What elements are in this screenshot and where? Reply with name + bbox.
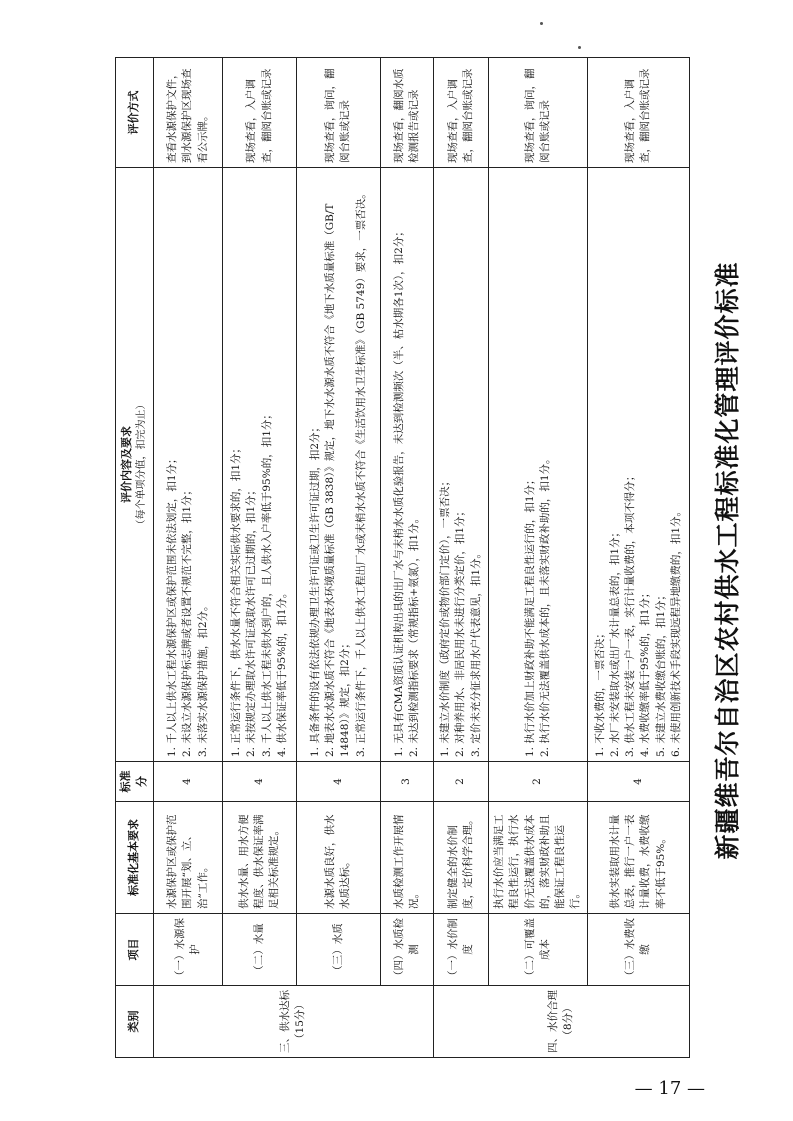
score-cell: 4	[223, 762, 297, 802]
content-line: 2. 未按规定办理取水许可证或取水许可已过期的，扣1分；	[245, 484, 258, 757]
content-line: 2. 对种养用水、非居民用水未进行分类定价，扣1分；	[454, 505, 467, 757]
method-cell: 现场查看，询问，翻阅台账或记录	[489, 58, 588, 168]
method-cell: 现场查看，入户调查，翻阅台账或记录	[433, 58, 488, 168]
method-cell: 现场查看，入户调查，翻阅台账或记录	[587, 58, 689, 168]
content-line: 1. 不收水费的，一票否决；	[593, 628, 606, 757]
requirement-cell: 水质检测工作开展情况。	[380, 802, 433, 914]
item-cell: （二）可覆盖成本	[489, 914, 588, 986]
scan-speck	[540, 22, 543, 25]
item-cell: （二）水量	[223, 914, 297, 986]
header-content-line2: （每个单项分值，扣完为止）	[136, 399, 148, 530]
content-cell	[489, 168, 588, 762]
method-cell: 现场查看，入户调查，翻阅台账或记录	[223, 58, 297, 168]
scan-speck	[578, 46, 581, 49]
content-line: 1. 具备条件的设有依法依规办理卫生许可证或卫生许可证过期，扣2分；	[308, 421, 321, 757]
content-line: 2. 执行水价无法覆盖供水成本的，且未落实财政补助的，扣1分。	[538, 453, 551, 757]
item-cell: （三）水费收缴	[587, 914, 689, 986]
score-cell: 2	[489, 762, 588, 802]
category-cell: 三、供水达标（15分）	[153, 986, 433, 1058]
header-method: 评价方式	[116, 58, 154, 168]
table-row	[433, 58, 488, 1058]
item-cell: （一）水价制度	[433, 914, 488, 986]
table-row	[587, 58, 689, 1058]
method-cell: 现场查看，翻阅水质检测报告或记录	[380, 58, 433, 168]
header-requirement: 标准化基本要求	[116, 802, 154, 914]
content-line: 1. 正常运行条件下，供水水量不符合相关实际供水要求的，扣1分；	[230, 442, 243, 757]
content-cell	[223, 168, 297, 762]
requirement-cell: 水源保护区或保护范围开展“划、立、治”工作。	[153, 802, 223, 914]
content-line: 3. 未落实水源保护措施，扣2分。	[196, 600, 209, 757]
table-row	[223, 58, 297, 1058]
category-cell: 四、水价合理（8分）	[433, 986, 689, 1058]
item-cell: （四）水质检测	[380, 914, 433, 986]
requirement-cell: 执行水价应当满足工程良性运行，执行水价无法覆盖供水成本的，落实财政补助且能保证工程良性运行。	[489, 802, 588, 914]
table-row	[153, 58, 223, 1058]
header-item: 项目	[116, 914, 154, 986]
method-cell: 查看水源保护文件，到水源保护区现场查看公示牌。	[153, 58, 223, 168]
content-line: 3. 定价未充分征求用水户代表意见，扣1分。	[469, 547, 482, 757]
requirement-cell: 制定健全的水价制度，定价科学合理。	[433, 802, 488, 914]
header-category: 类别	[116, 986, 154, 1058]
content-line: 2. 地表水水源水质不符合《地表水环境质量标准（GB 3838）》规定，地下水水源水质不符合《地下水质量标准（GB/T 14848）》规定，扣2分；	[324, 203, 352, 757]
content-cell	[153, 168, 223, 762]
content-line: 4. 水费收缴率低于95%的，扣1分；	[639, 587, 652, 757]
content-line: 3. 千人以上供水工程未供水到户的，且人供水入户率低于95%的，扣1分；	[260, 409, 273, 757]
table-row	[380, 58, 433, 1058]
content-line: 3. 供水工程未安装一户一表，实行计量收费的，本项不得分；	[624, 470, 637, 757]
requirement-cell: 供水水量、用水方便程度、供水保证率满足相关标准规定。	[223, 802, 297, 914]
method-cell: 现场查看，询问，翻阅台账或记录	[296, 58, 380, 168]
header-content	[116, 168, 154, 762]
item-cell: （一）水源保护	[153, 914, 223, 986]
content-line: 4. 供水保证率低于95%的，扣1分。	[275, 587, 288, 757]
requirement-cell: 供水实装取用水计量总表，推行一户一表计量收费，水费收缴率不低于95%。	[587, 802, 689, 914]
content-line: 1. 执行水价加上财政补助不能满足工程良性运行的，扣1分；	[523, 474, 536, 757]
content-line: 1. 未建立水价制度（政府定价或物价部门定价），一票否决；	[439, 475, 452, 757]
content-line: 1. 无具有CMA资质认证机构出具的出厂水与末梢水水质化验报告，未达到检测频次（半、枯水期各1次），扣2分；	[392, 226, 405, 757]
content-cell	[433, 168, 488, 762]
score-cell: 3	[380, 762, 433, 802]
content-cell	[380, 168, 433, 762]
content-line: 5. 未建立水费收缴台账的，扣1分；	[654, 589, 667, 757]
score-cell: 4	[153, 762, 223, 802]
score-cell: 2	[433, 762, 488, 802]
content-line: 2. 水厂未安装取水或出厂水计量总表的，扣1分；	[608, 526, 621, 757]
item-cell: （三）水质	[296, 914, 380, 986]
evaluation-table	[115, 57, 690, 1058]
score-cell: 4	[296, 762, 380, 802]
table-header-row	[116, 58, 154, 1058]
content-line: 1. 千人以上供水工程水源保护区或保护范围未依法划定，扣1分；	[166, 453, 179, 757]
page-number: — 17 —	[634, 1078, 705, 1099]
header-content-line1: 评价内容及要求	[120, 426, 134, 503]
content-line: 3. 正常运行条件下，千人以上供水工程出厂水或末梢水水质不符合《生活饮用水卫生标准》（GB 5749）要求，一票否决。	[354, 188, 367, 757]
score-cell: 4	[587, 762, 689, 802]
header-score: 标准分	[116, 762, 154, 802]
table-row	[489, 58, 588, 1058]
page-title: 新疆维吾尔自治区农村供水工程标准化管理评价标准	[713, 261, 742, 860]
content-line: 2. 未达到检测指标要求（常规指标+氨氮），扣1分。	[407, 512, 420, 757]
content-line: 6. 未使用创新技术手段实现远程异地缴费的，扣1分。	[669, 505, 682, 757]
content-cell	[587, 168, 689, 762]
content-cell	[296, 168, 380, 762]
table-row	[296, 58, 380, 1058]
requirement-cell: 水源水质良好，供水水质达标。	[296, 802, 380, 914]
content-line: 2. 未设立水源保护标志牌或者设置不规范不完整，扣1分；	[181, 484, 194, 757]
